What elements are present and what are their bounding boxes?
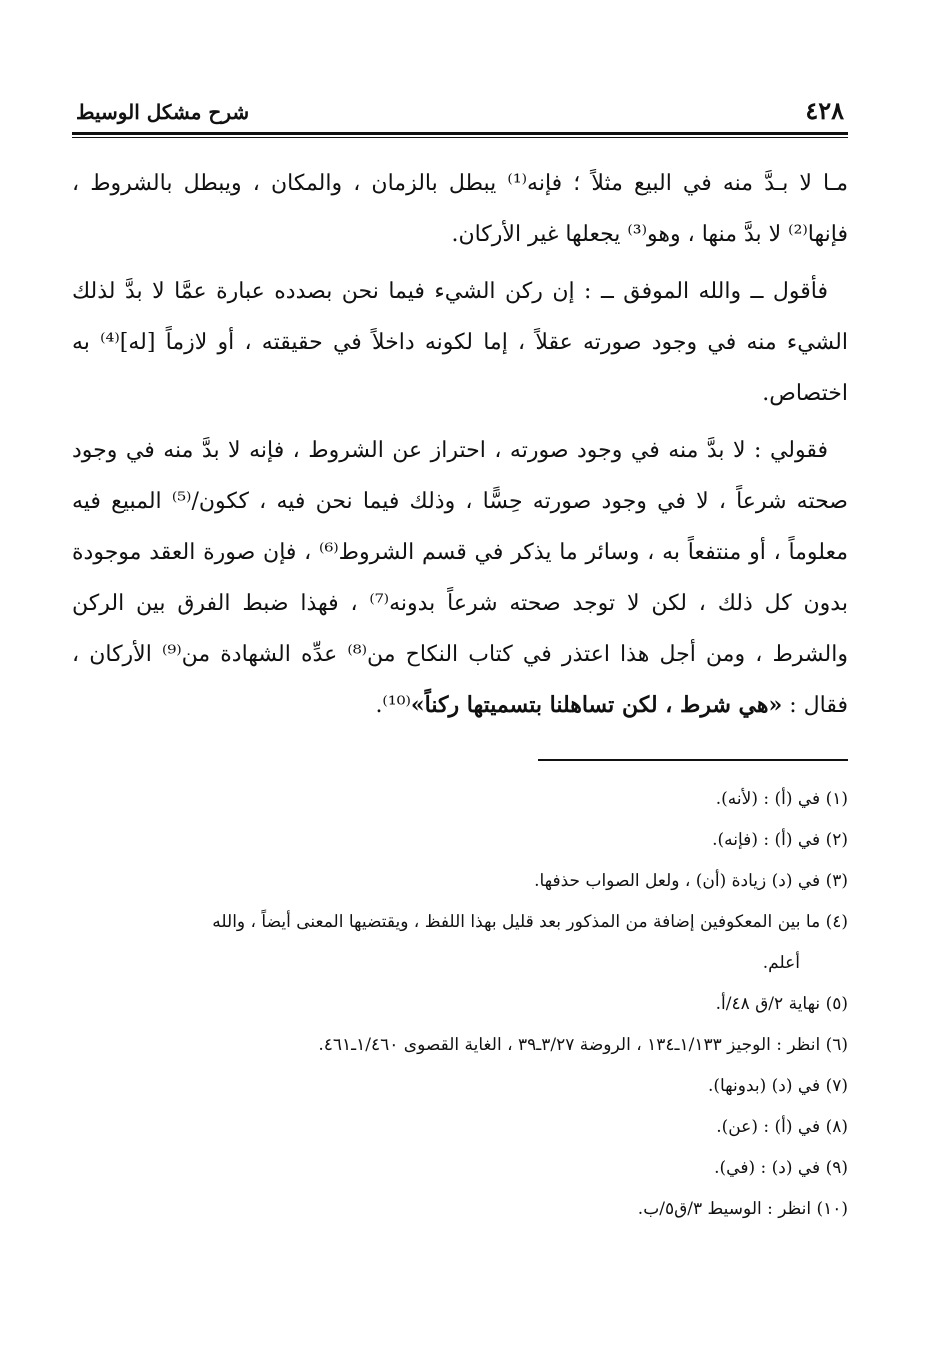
footnote-4-continued: أعلم. — [762, 953, 800, 973]
header-rule — [72, 132, 848, 138]
page-number: ٤٢٨ — [805, 96, 844, 125]
footnote-6: (٦) انظر : الوجيز ١/١٣٣ـ١٣٤ ، الروضة ٣/٢٧ـ٣٩ ، الغاية القصوى ١/٤٦٠ـ٤٦١. — [318, 1035, 848, 1055]
footnote-8: (٨) في (أ) : (عن). — [716, 1117, 848, 1137]
main-text — [72, 158, 848, 731]
quote-footnote-ref: ⁽¹⁰⁾. — [375, 693, 411, 718]
footnotes — [72, 779, 848, 1230]
book-page — [72, 92, 848, 1230]
page-header — [72, 92, 848, 132]
footnote-4: (٤) ما بين المعكوفين إضافة من المذكور بعد قليل بهذا اللفظ ، ويقتضيها المعنى أيضاً ، والله — [212, 912, 848, 932]
footnote-7: (٧) في (د) (بدونها). — [707, 1076, 848, 1096]
quoted-text: «هي شرط ، لكن تساهلنا بتسميتها ركناً» — [410, 692, 783, 718]
paragraph-3 — [72, 425, 848, 731]
footnote-3: (٣) في (د) زيادة (أن) ، ولعل الصواب حذفها. — [534, 871, 848, 891]
paragraph-3-text: فقولي : لا بدَّ منه في وجود صورته ، احتراز عن الشروط ، فإنه لا بدَّ منه في وجود صحته شرعاً ، لا في وجود صورته حِسًّا ، وذلك فيما نحن فيه ، ككون/⁽⁵⁾ المبيع فيه معلوماً ، أو منتفعاً به ، وسائر ما يذكر في قسم الشروط⁽⁶⁾ ، فإن صورة العقد موجودة بدون كل ذلك ، لكن لا توجد صحته شرعاً بدونه⁽⁷⁾ ، فهذا ضبط الفرق بين الركن والشرط ، ومن أجل هذا اعتذر في كتاب النكاح من⁽⁸⁾ عدِّه الشهادة من⁽⁹⁾ الأركان ، فقال : — [72, 438, 848, 718]
footnote-10: (١٠) انظر : الوسيط ٣/ق٥/ب. — [637, 1199, 848, 1219]
paragraph-2: فأقول ــ والله الموفق ــ : إن ركن الشيء فيما نحن بصدده عبارة عمَّا لا بدَّ لذلك الشيء منه في وجود صورته عقلاً ، إما لكونه داخلاً في حقيقته ، أو لازماً [له]⁽⁴⁾ به اختصاص. — [72, 279, 848, 406]
footnote-5: (٥) نهاية ٢/ق ٤٨/أ. — [715, 994, 848, 1014]
footnote-separator — [538, 759, 848, 761]
paragraph-1: مـا لا بـدَّ منه في البيع مثلاً ؛ فإنه⁽¹⁾ يبطل بالزمان ، والمكان ، ويبطل بالشروط ، فإنها⁽²⁾ لا بدَّ منها ، وهو⁽³⁾ يجعلها غير الأركان. — [72, 171, 848, 247]
footnote-9: (٩) في (د) : (في). — [714, 1158, 848, 1178]
running-title: شرح مشكل الوسيط — [76, 100, 250, 124]
footnote-1: (١) في (أ) : (لأنه). — [715, 789, 848, 809]
footnote-2: (٢) في (أ) : (فإنه). — [712, 830, 848, 850]
